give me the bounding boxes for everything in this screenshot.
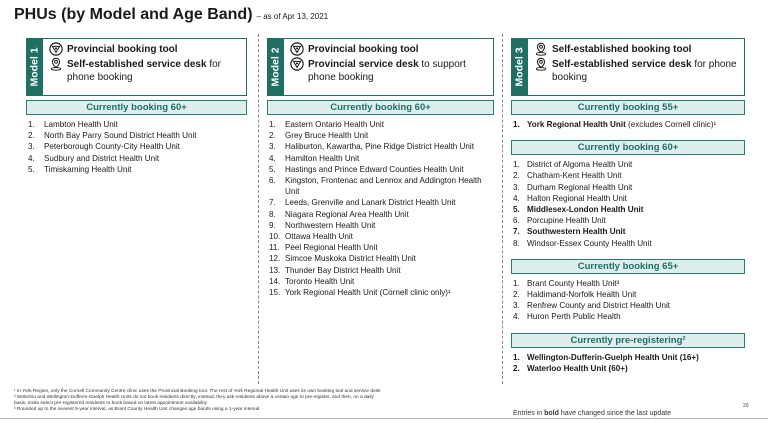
list-item: 5. Timiskaming Health Unit <box>28 164 132 174</box>
list-item: 3. Renfrew County and District Health Unit <box>513 301 671 311</box>
list-item: 8. Windsor-Essex County Health Unit <box>513 238 652 248</box>
model-2-desk-line: Provincial service desk to support phone booking <box>290 58 489 84</box>
list-item: 7. Leeds, Grenville and Lanark District Health Unit <box>269 198 456 208</box>
list-item: 4. Sudbury and District Health Unit <box>28 153 160 163</box>
list-item: 4. Huron Perth Public Health <box>513 312 621 322</box>
list-item: 2. Grey Bruce Health Unit <box>269 131 369 141</box>
model-1-column <box>26 38 247 175</box>
list-item: 15. York Regional Health Unit (Cornell clinic only)¹ <box>269 288 451 298</box>
list-item: 1. Brant County Health Unit³ <box>513 278 620 288</box>
model-2-booking-line: Provincial booking tool <box>290 43 489 56</box>
model-3-band-60: Currently booking 60+ <box>511 140 745 155</box>
list-item: 12. Simcoe Muskoka District Health Unit <box>269 254 416 264</box>
model-3-desk-line: Self-established service desk for phone booking <box>534 58 740 84</box>
footnotes <box>14 389 504 413</box>
bold-entries-note: Entries in bold have changed since the last update <box>513 410 671 417</box>
list-item: 7. Southwestern Health Unit <box>513 227 626 237</box>
model-3-tab: Model 3 <box>512 39 528 95</box>
page-subtitle: – as of Apr 13, 2021 <box>256 12 329 21</box>
model-3-unit-list-65 <box>511 278 745 323</box>
list-item: 3. Peterborough County-City Health Unit <box>28 142 180 152</box>
model-3-unit-list-preregister <box>511 352 745 374</box>
model-3-unit-list-55 <box>511 119 745 130</box>
model-3-unit-list-60 <box>511 159 745 249</box>
list-item: 2. North Bay Parry Sound District Health Unit <box>28 131 197 141</box>
list-item: 3. Durham Regional Health Unit <box>513 182 633 192</box>
list-item: 2. Waterloo Health Unit (60+) <box>513 363 628 373</box>
list-item: 9. Northwestern Health Unit <box>269 220 376 230</box>
list-item: 4. Hamilton Health Unit <box>269 153 360 163</box>
provincial-desk-icon <box>290 57 304 71</box>
self-booking-tool-icon <box>534 42 548 56</box>
list-item: 1. Lambton Health Unit <box>28 120 118 129</box>
column-divider <box>502 34 503 384</box>
model-1-band-60: Currently booking 60+ <box>26 100 247 115</box>
list-item: 11. Peel Regional Health Unit <box>269 243 378 253</box>
list-item: 8. Niagara Regional Area Health Unit <box>269 209 409 219</box>
model-3-band-55: Currently booking 55+ <box>511 100 745 115</box>
column-divider <box>258 34 259 384</box>
list-item: 14. Toronto Health Unit <box>269 276 355 286</box>
list-item: 1. District of Algoma Health Unit <box>513 160 633 170</box>
page-number: 20 <box>743 403 749 409</box>
model-3-booking-line: Self-established booking tool <box>534 43 740 56</box>
list-item: 1. Eastern Ontario Health Unit <box>269 120 384 129</box>
footnote: ² Waterloo and Wellington-Dufferin-Guelph Health Units do not book residents directly; instead, they ask residents above a certain age to pre-register, and then, on a daily <box>14 394 374 400</box>
list-item: 2. Chatham-Kent Health Unit <box>513 171 622 181</box>
footnote: basis, invite select pre-registered residents to book based on latest appointment availability <box>14 400 208 406</box>
list-item: 13. Thunder Bay District Health Unit <box>269 265 401 275</box>
model-2-tab: Model 2 <box>268 39 284 95</box>
list-item: 1. York Regional Health Unit (excludes Cornell clinic)¹ <box>513 120 717 129</box>
list-item: 6. Porcupine Health Unit <box>513 216 606 226</box>
model-1-tab: Model 1 <box>27 39 43 95</box>
model-3-band-preregister: Currently pre-registering² <box>511 333 745 348</box>
page-title-text: PHUs (by Model and Age Band) <box>14 6 253 23</box>
page-title <box>14 6 328 24</box>
list-item: 10. Ottawa Health Unit <box>269 232 353 242</box>
model-3-column <box>511 38 745 374</box>
list-item: 3. Haliburton, Kawartha, Pine Ridge District Health Unit <box>269 142 474 152</box>
list-item: 5. Hastings and Prince Edward Counties Health Unit <box>269 164 464 174</box>
model-1-unit-list <box>26 119 247 175</box>
list-item: 5. Middlesex-London Health Unit <box>513 205 644 215</box>
model-1-desk-line: Self-established service desk for phone booking <box>49 58 242 84</box>
model-2-unit-list <box>267 119 494 298</box>
model-3-box <box>511 38 745 96</box>
model-1-box <box>26 38 247 96</box>
list-item: 6. Kingston, Frontenac and Lennox and Addington Health Unit <box>269 176 482 197</box>
service-desk-icon <box>534 57 548 71</box>
model-2-band-60: Currently booking 60+ <box>267 100 494 115</box>
model-2-box <box>267 38 494 96</box>
list-item: 1. Wellington-Dufferin-Guelph Health Unit (16+) <box>513 352 699 362</box>
footnote: ¹ In York Region, only the Cornell Community Centre clinic uses the Provincial Booking tool. The rest of York Regional Health Unit uses its own booking tool and service desk <box>14 389 381 394</box>
list-item: 4. Halton Regional Health Unit <box>513 193 627 203</box>
booking-tool-icon <box>49 42 63 56</box>
footer-rule <box>0 418 768 419</box>
booking-tool-icon <box>290 42 304 56</box>
service-desk-icon <box>49 57 63 71</box>
model-3-band-65: Currently booking 65+ <box>511 259 745 274</box>
model-2-column <box>267 38 494 298</box>
list-item: 2. Haldimand-Norfolk Health Unit <box>513 290 637 300</box>
model-1-booking-line: Provincial booking tool <box>49 43 242 56</box>
footnote: ³ Rounded up to the nearest 5-year interval, as Brant County Health Unit changes age bands using a 1-year interval <box>14 406 260 412</box>
